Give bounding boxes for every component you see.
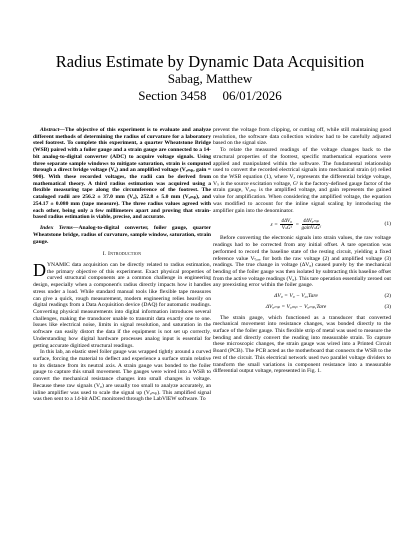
paper-title: Radius Estimate by Dynamic Data Acquisition: [55, 52, 365, 71]
abstract-label: Abstract—: [40, 127, 65, 133]
intro-text-1: YNAMIC data acquisition can be directly related to radius estimation, the primary objective of this experiment. Exact physical properties of curved structural components are a common challenge in engineering design, especially when a component's radius directly impacts how it handles stress under a load. While standard manual tools like flexible tape measures can give a quick, rough measurement, modern engineering relies heavily on digital readings from a Data Acquisition device (DAQ) for automatic readings. Converting physical measurements into digital information introduces several challenges, making the transducer unable to transmit data exactly one to one. Issues like electrical noise, limits in signal resolution, and saturation in the software can easily distort the data if the equipment is not set up correctly. Understanding how digital hardware processes analog input is essential for getting accurate digitized structural readings.: [33, 261, 211, 349]
right-paragraph-2: To relate the measured readings of the voltage changes back to the structural properties of the footrest, specific mathematical equations were applied and manipulated within the software. The fundamental relationship used to convert the recorded electrical signals into mechanical strain (ε) relied on the WSB equation (1), where Vₐ represents the differential bridge voltage, Vₛ is the source excitation voltage, Gᶠ is the factory-defined gauge factor of the strain gauge, Vₐₘₚ is the amplified voltage, and gain represents the gained value for amplification. When considering the amplified voltage, the equation was modified to account for the inline signal scaling by introducing the amplifier gain into the denominator.: [213, 147, 391, 214]
eq1-equals: =: [295, 222, 300, 229]
eq1-den-2: gainVₛGᶠ: [301, 225, 321, 232]
eq1-fraction-1: [280, 218, 293, 231]
equation-1: [213, 218, 391, 231]
right-column: [213, 127, 391, 375]
abstract-text: The objective of this experiment is to evaluate and analyze different methods of determining the radius of curvature for a laboratory steel footrest. To complete this experiment, a quarter Wheatstone Bridge (WSB) paired with a foiler gauge and a strain gauge are connected to a 14-bit analog-to-digital converter (ADC) to acquire voltage signals. Using three separate sample windows to mitigate saturation, strain is computed through a direct bridge voltage (V₀) and an amplified voltage (Vₐₘₚ, gain = 900). With these recorded voltages, the radii can be derived from mathematical theory. A third radius estimation was acquired using a flexible measuring tape along the circumference of the footrest. The cataloged radii are 256.2 ± 37.0 mm (V₀), 252.8 ± 5.0 mm (Vₐₘₚ), and 254.17 ± 0.080 mm (tape measure). The three radius values agreed with each other, being only a few millimeters apart and proving that strain-based radius estimation is viable, precise, and accurate.: [33, 127, 211, 221]
eq1-fraction-2: [302, 218, 321, 231]
equation-2-number: (2): [384, 293, 391, 300]
right-paragraph-3: Before converting the electronic signals into strain values, the raw voltage readings had to be corrected from any initial offset. A tare operation was performed to record the baseline state of the resting circuit, yielding a fixed reference value Vₜₐᵣₑ for both the raw voltage (2) and amplified voltage (3) readings. The true change in voltage (ΔV₀) caused purely by the mechanical bending of the foiler gauge was then isolated by subtracting this baseline offset from the active voltage readings (V₀). This tare operation essentially zeroed out any preexisting error within the foiler gauge.: [213, 235, 391, 289]
equation-1-formula: [213, 218, 379, 231]
drop-cap: D: [33, 259, 46, 280]
abstract: [33, 127, 211, 221]
index-terms-label: Index Terms: [40, 225, 73, 232]
left-column: [33, 127, 211, 403]
eq1-den-1: VₛGᶠ: [281, 225, 292, 232]
intro-paragraph-1: [33, 259, 211, 349]
index-terms-text: —Analog-to-digital converter, foiler gauge, quarter Wheatstone bridge, radius of curvature, sample window, saturation, strain gauge.: [33, 225, 211, 245]
right-paragraph-4: The strain gauge, which functioned as a transducer that converted mechanical movement into resistance changes, was bonded directly to the surface of the foiler gauge. This flexible strip of metal was used to measure the bending and directly convert the reading into measurable strain. To capture these microscopic changes, the strain gauge was wired into a Printed Circuit Board (PCB). The PCB acted as the motherboard that connects the WSB to the rest of the circuit. This electrical network used two parallel voltage dividers to transform the small variations in component resistance into a measurable differential output voltage, represented in Fig. 1.: [213, 314, 391, 375]
equation-2: [213, 293, 391, 300]
index-terms: [33, 225, 211, 245]
eq1-num-1: 4ΔV₀: [281, 218, 292, 225]
equation-3: [213, 304, 391, 311]
section-heading: I. Introduction: [102, 251, 142, 258]
right-paragraph-1: prevent the voltage from clipping, or cutting off, while still maintaining good resolution, the software data collection window had to be carefully adjusted based on the signal size.: [213, 127, 391, 147]
section-number: Section 3458: [138, 88, 207, 103]
equation-1-number: (1): [384, 221, 391, 228]
paper-date: 06/01/2026: [222, 88, 282, 103]
equation-3-number: (3): [384, 303, 391, 310]
intro-paragraph-2: In this lab, an elastic steel foiler gauge was wrapped tightly around a curved surface, forcing the material to deflect and experience a surface strain relative to its distance from its neutral axis. A strain gauge was bonded to the foiler gauge to capture this small movement. The gauges were wired into a WSB to convert the mechanical resistance changes into small changes in voltage. Because these raw signals (V₀) are usually too small to analyze accurately, an inline amplifier was used to scale the signal up (Vₐₘₚ). This amplified signal was then sent to a 14-bit ADC monitored through the LabVIEW software. To: [33, 349, 211, 403]
paper-author: Sabag, Matthew: [167, 71, 253, 86]
equation-2-formula: ΔV₀ = V₀ − V₀,Tare: [274, 293, 318, 300]
eq1-num-2: 4ΔVₐₘₚ: [303, 218, 319, 225]
eq1-lhs: ε =: [270, 222, 278, 229]
equation-3-formula: ΔVₐₘₚ = Vₐₘₚ − Vₐₘₚ,Tare: [265, 303, 327, 310]
section-date-line: [0, 88, 420, 103]
